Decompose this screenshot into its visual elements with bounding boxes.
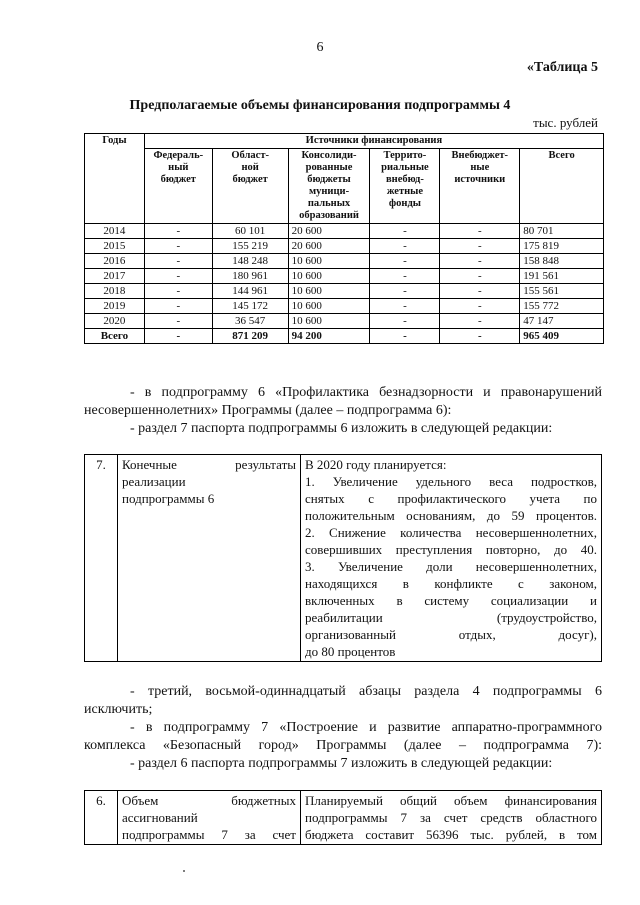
cell-offbudget: - [440,299,520,314]
cell-territorial: - [370,254,440,269]
table-total-row [85,329,604,344]
label-line: Конечные результаты [122,457,296,472]
cell-federal: - [144,254,212,269]
content-line: 2. Снижение количества несовершеннолетних, [305,525,597,540]
cell-territorial: - [370,269,440,284]
cell-federal: - [144,239,212,254]
cell-territorial: - [370,329,440,344]
cell-total: 965 409 [520,329,604,344]
content-line: 3. Увеличение доли несовершеннолетних, [305,559,597,574]
cell-year: 2014 [85,224,145,239]
cell-offbudget: - [440,254,520,269]
cell-year: 2020 [85,314,145,329]
header-federal: Федераль- ный бюджет [144,149,212,224]
cell-total: 175 819 [520,239,604,254]
cell-federal: - [144,314,212,329]
table-row [85,239,604,254]
table-row [85,314,604,329]
section-label [118,791,301,845]
cell-year: 2017 [85,269,145,284]
table-row [85,284,604,299]
content-line: В 2020 году планируется: [305,457,447,472]
cell-total: 191 561 [520,269,604,284]
cell-municipal: 10 600 [288,284,370,299]
cell-offbudget: - [440,284,520,299]
cell-offbudget: - [440,224,520,239]
passport-section-7-table [84,454,602,662]
section-number: 6. [85,791,118,845]
cell-municipal: 94 200 [288,329,370,344]
cell-regional: 871 209 [212,329,288,344]
content-line: бюджета составит 56396 тыс. рублей, в том [305,827,597,842]
passport-section-6-table [84,790,602,845]
cell-municipal: 20 600 [288,239,370,254]
section-number: 7. [85,455,118,662]
cell-year: 2018 [85,284,145,299]
content-line: организованный отдых, досуг), [305,627,597,642]
content-line: снятых с профилактического учета по [305,491,597,506]
paragraph-line: - в подпрограмму 7 «Построение и развитие аппаратно-программного [130,720,602,735]
cell-year: 2016 [85,254,145,269]
cell-offbudget: - [440,269,520,284]
content-line: до 80 процентов [305,644,396,659]
paragraph-subprogram-6 [84,384,602,438]
content-line: положительным основаниям, до 59 процентов. [305,508,597,523]
cell-regional: 36 547 [212,314,288,329]
cell-year: Всего [85,329,145,344]
content-line: 1. Увеличение удельного веса подростков, [305,474,597,489]
content-line: Планируемый общий объем финансирования [305,793,597,808]
cell-total: 155 561 [520,284,604,299]
header-regional: Област- ной бюджет [212,149,288,224]
label-line: Объем бюджетных [122,793,296,808]
cell-municipal: 10 600 [288,314,370,329]
cell-municipal: 10 600 [288,254,370,269]
section-content [301,791,602,845]
cell-municipal: 20 600 [288,224,370,239]
cell-total: 80 701 [520,224,604,239]
cell-year: 2015 [85,239,145,254]
cell-total: 158 848 [520,254,604,269]
content-line: подпрограммы 7 за счет средств областного [305,810,597,825]
scan-speck [183,870,185,872]
header-years: Годы [85,134,145,224]
cell-federal: - [144,269,212,284]
cell-year: 2019 [85,299,145,314]
cell-territorial: - [370,299,440,314]
cell-federal: - [144,329,212,344]
label-line: подпрограммы 6 [122,491,215,506]
section-label [118,455,301,662]
cell-territorial: - [370,284,440,299]
header-sources: Источники финансирования [144,134,603,149]
cell-regional: 144 961 [212,284,288,299]
content-line: находящихся в конфликте с законом, [305,576,597,591]
units-label: тыс. рублей [533,115,598,130]
cell-municipal: 10 600 [288,269,370,284]
header-offbudget: Внебюджет- ные источники [440,149,520,224]
cell-federal: - [144,224,212,239]
cell-territorial: - [370,224,440,239]
page-number: 6 [316,40,324,55]
cell-offbudget: - [440,329,520,344]
content-line: реабилитации (трудоустройство, [305,610,597,625]
cell-regional: 60 101 [212,224,288,239]
table-row [85,269,604,284]
cell-territorial: - [370,314,440,329]
cell-total: 47 147 [520,314,604,329]
paragraph-subprogram-7 [84,683,602,773]
cell-offbudget: - [440,314,520,329]
table-row [85,254,604,269]
cell-municipal: 10 600 [288,299,370,314]
section-content [301,455,602,662]
paragraph-line: исключить; [84,702,153,717]
cell-offbudget: - [440,239,520,254]
cell-federal: - [144,299,212,314]
paragraph-line: - в подпрограмму 6 «Профилактика безнадзорности и правонарушений [130,385,602,400]
header-total: Всего [520,149,604,224]
content-line: включенных в систему социализации и [305,593,597,608]
table-title: Предполагаемые объемы финансирования подпрограммы 4 [129,98,511,113]
label-line: реализации [122,474,186,489]
table-label: «Таблица 5 [526,60,598,75]
cell-regional: 148 248 [212,254,288,269]
paragraph-line: - раздел 6 паспорта подпрограммы 7 изложить в следующей редакции: [130,756,553,771]
header-territorial: Террито- риальные внебюд- жетные фонды [370,149,440,224]
paragraph-line: - раздел 7 паспорта подпрограммы 6 изложить в следующей редакции: [130,421,553,436]
cell-territorial: - [370,239,440,254]
cell-total: 155 772 [520,299,604,314]
cell-regional: 145 172 [212,299,288,314]
label-line: подпрограммы 7 за счет [122,827,296,842]
cell-regional: 155 219 [212,239,288,254]
paragraph-line: комплекса «Безопасный город» Программы (далее – подпрограмма 7): [84,738,602,753]
cell-regional: 180 961 [212,269,288,284]
label-line: ассигнований [122,810,198,825]
paragraph-line: - третий, восьмой-одиннадцатый абзацы раздела 4 подпрограммы 6 [130,684,602,699]
header-municipal: Консолиди- рованные бюджеты муници- пальных образований [288,149,370,224]
table-row [85,224,604,239]
table-row [85,299,604,314]
paragraph-line: несовершеннолетних» Программы (далее – подпрограмма 6): [84,403,452,418]
cell-federal: - [144,284,212,299]
content-line: совершивших преступления повторно, до 40. [305,542,597,557]
financing-table [84,133,604,344]
